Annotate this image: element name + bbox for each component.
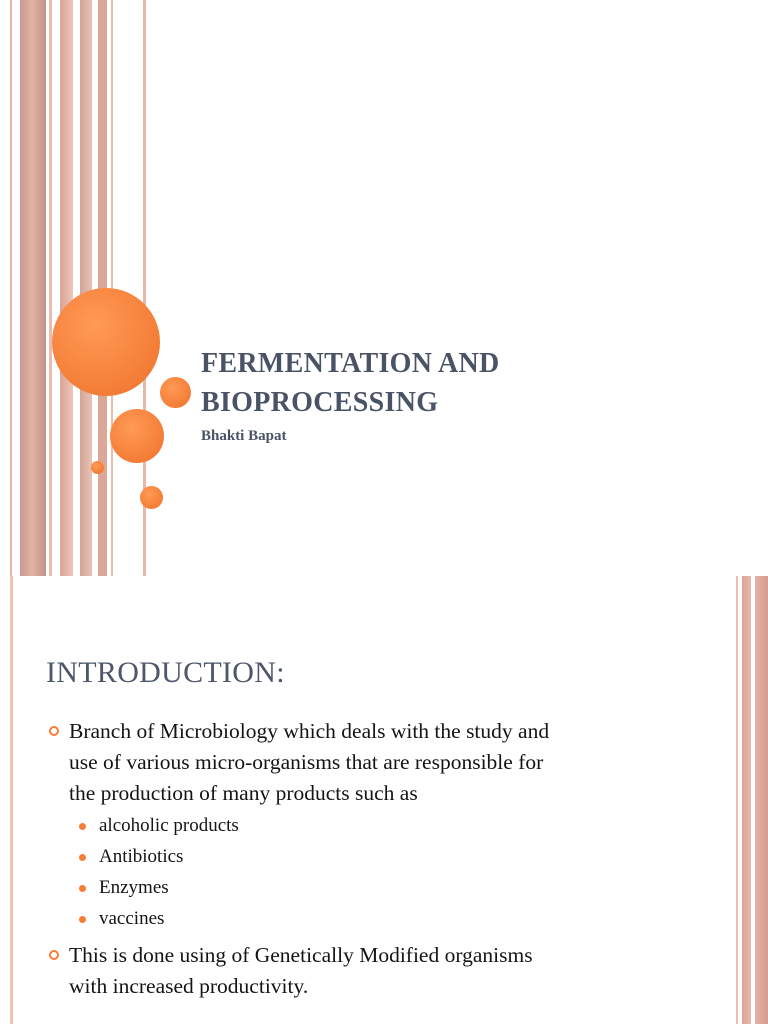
decorative-stripe (10, 576, 13, 1024)
decorative-stripe (755, 576, 768, 1024)
decorative-stripe (10, 0, 12, 576)
dot-bullet-icon (79, 854, 86, 861)
slide-title-line-2: BIOPROCESSING (201, 387, 439, 418)
slide-heading: INTRODUCTION: (46, 656, 285, 689)
decorative-stripe (49, 0, 52, 576)
sub-bullet-item (99, 814, 239, 838)
bullet-line: Branch of Microbiology which deals with the study and (69, 719, 550, 743)
author-name: Bhakti Bapat (201, 428, 287, 444)
dot-bullet-icon (79, 885, 86, 892)
dot-bullet-icon (79, 823, 86, 830)
sub-bullet-item (99, 845, 183, 869)
slide-title (201, 344, 701, 422)
introduction-slide (0, 576, 768, 1024)
decorative-stripe (742, 576, 751, 1024)
bullet-item (69, 716, 669, 809)
sub-bullet-text: Enzymes (99, 877, 169, 898)
decorative-stripe (60, 0, 73, 576)
sub-bullet-text: alcoholic products (99, 815, 239, 836)
decorative-stripe (736, 576, 738, 1024)
sub-bullet-text: Antibiotics (99, 846, 184, 867)
bullet-line: with increased productivity. (69, 974, 309, 998)
ring-bullet-icon (49, 726, 59, 736)
sub-bullet-item (99, 907, 164, 931)
bullet-line: the production of many products such as (69, 781, 418, 805)
slide-title-line-1: FERMENTATION AND (201, 348, 500, 379)
decorative-stripe (80, 0, 92, 576)
sub-bullet-item (99, 876, 169, 900)
decorative-circle-small (140, 486, 163, 509)
decorative-stripe (20, 0, 46, 576)
decorative-circle-tiny (91, 461, 104, 474)
ring-bullet-icon (49, 950, 59, 960)
bullet-line: This is done using of Genetically Modified organisms (69, 943, 533, 967)
decorative-circle-small (160, 377, 191, 408)
decorative-circle-large (52, 288, 160, 396)
decorative-circle-medium (110, 409, 164, 463)
dot-bullet-icon (79, 916, 86, 923)
bullet-line: use of various micro-organisms that are responsible for (69, 750, 544, 774)
bullet-item (69, 940, 669, 1002)
sub-bullet-text: vaccines (99, 908, 165, 929)
